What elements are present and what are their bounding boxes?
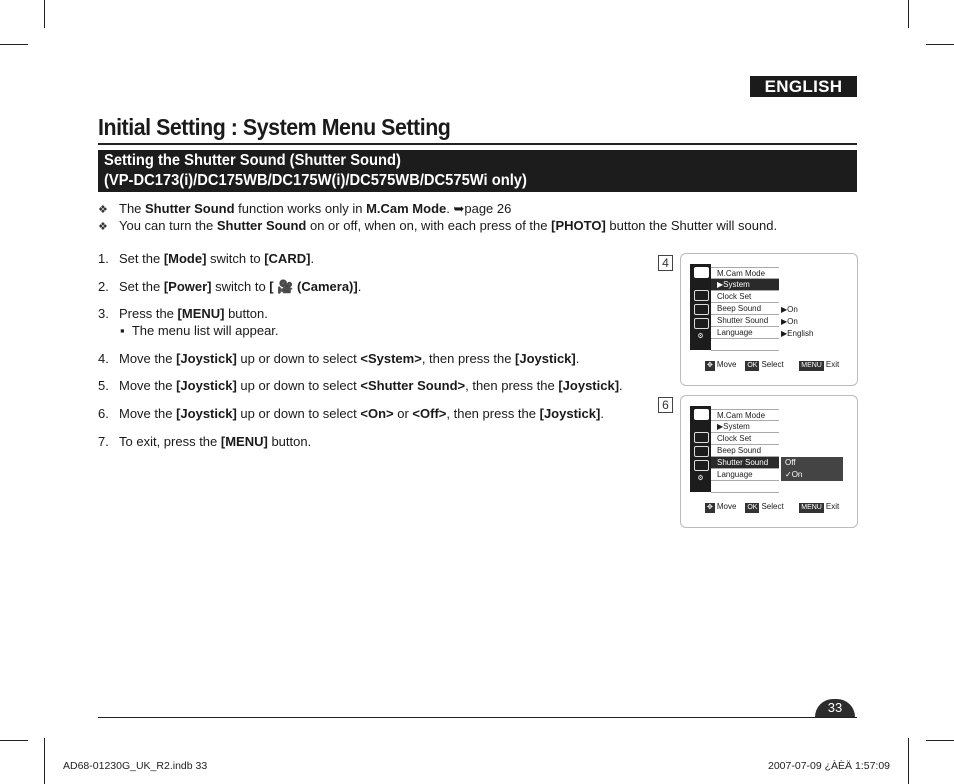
menu-screen-panel [680,395,858,528]
title-rule [98,143,857,145]
clock-icon [694,290,709,301]
crop-mark [926,740,954,741]
diamond-bullet-icon: ❖ [98,204,108,216]
crop-mark [44,738,45,784]
crop-mark [908,0,909,28]
menu-key-icon: MENU [801,504,822,511]
menu-legend: ✥ Move OK Select MENU Exit [707,360,840,369]
value-shutter-sound: ▶On [781,317,798,326]
menu-item-language[interactable]: Language [711,469,779,481]
crop-mark [908,738,909,784]
step-2: 2. Set the [Power] switch to [ 🎥 (Camera)]. [98,279,362,294]
camera-icon [694,267,709,278]
page-title: Initial Setting : System Menu Setting [98,114,451,140]
section-heading-line2: (VP-DC173(i)/DC175WB/DC175W(i)/DC575WB/DC575Wi only) [104,172,527,189]
step-5: 5. Move the [Joystick] up or down to select <Shutter Sound>, then press the [Joystick]. [98,378,623,393]
note-item: ❖ The Shutter Sound function works only in M.Cam Mode. ➥page 26 [98,201,512,216]
menu-item-shutter-sound[interactable]: Shutter Sound [711,457,779,469]
ok-key-icon: OK [747,504,758,511]
step-1: 1. Set the [Mode] switch to [CARD]. [98,251,315,266]
menu-screen-panel [680,253,858,386]
option-off[interactable]: Off [781,457,843,469]
menu-item-beep-sound[interactable]: Beep Sound [711,303,779,315]
menu-category-system[interactable]: ▶System [711,279,779,291]
camera-icon [694,409,709,420]
panel-step-label: 6 [658,397,673,413]
menu-mode-title: M.Cam Mode [711,409,779,421]
menu-item-beep-sound[interactable]: Beep Sound [711,445,779,457]
diamond-bullet-icon: ❖ [98,221,108,233]
display-icon [694,318,709,329]
step-7: 7. To exit, press the [MENU] button. [98,434,312,449]
page-rule [98,717,857,718]
page-number: 33 [815,699,855,717]
note-item: ❖ You can turn the Shutter Sound on or off, when on, with each press of the [PHOTO] button the Shutter will sound. [98,218,778,233]
crop-mark [44,0,45,28]
value-beep-sound: ▶On [781,305,798,314]
option-on[interactable]: ✓On [781,469,843,481]
language-badge: ENGLISH [750,76,857,97]
joystick-move-icon: ✥ [707,362,713,369]
clock-icon [694,432,709,443]
gear-icon: ⚙ [697,333,704,340]
menu-item-blank [711,481,779,493]
memory-icon [694,446,709,457]
menu-legend: ✥ Move OK Select MENU Exit [707,502,840,511]
menu-list [711,406,779,492]
menu-sidebar [690,406,711,492]
square-bullet-icon: ▪ [120,323,132,338]
joystick-move-icon: ✥ [707,504,713,511]
menu-item-shutter-sound[interactable]: Shutter Sound [711,315,779,327]
menu-item-blank [711,339,779,351]
step-6: 6. Move the [Joystick] up or down to select <On> or <Off>, then press the [Joystick]. [98,406,604,421]
crop-mark [0,44,28,45]
crop-mark [0,740,28,741]
menu-category-system[interactable]: ▶System [711,421,779,433]
crop-mark [926,44,954,45]
menu-mode-title: M.Cam Mode [711,267,779,279]
menu-item-language[interactable]: Language [711,327,779,339]
section-heading [98,150,857,192]
step-4: 4. Move the [Joystick] up or down to select <System>, then press the [Joystick]. [98,351,580,366]
menu-key-icon: MENU [801,362,822,369]
display-icon [694,460,709,471]
memory-icon [694,304,709,315]
menu-list [711,264,779,350]
footer-file: AD68-01230G_UK_R2.indb 33 [63,760,208,772]
menu-sidebar [690,264,711,350]
footer-timestamp: 2007-07-09 ¿ÀÈÄ 1:57:09 [768,760,891,772]
step-3: 3. Press the [MENU] button. [98,306,268,321]
menu-item-clock-set[interactable]: Clock Set [711,433,779,445]
ok-key-icon: OK [747,362,758,369]
step-3-subnote: ▪ The menu list will appear. [120,323,279,338]
menu-item-clock-set[interactable]: Clock Set [711,291,779,303]
gear-icon: ⚙ [697,475,704,482]
value-language: ▶English [781,329,814,338]
section-heading-line1: Setting the Shutter Sound (Shutter Sound) [104,152,401,169]
panel-step-label: 4 [658,255,673,271]
